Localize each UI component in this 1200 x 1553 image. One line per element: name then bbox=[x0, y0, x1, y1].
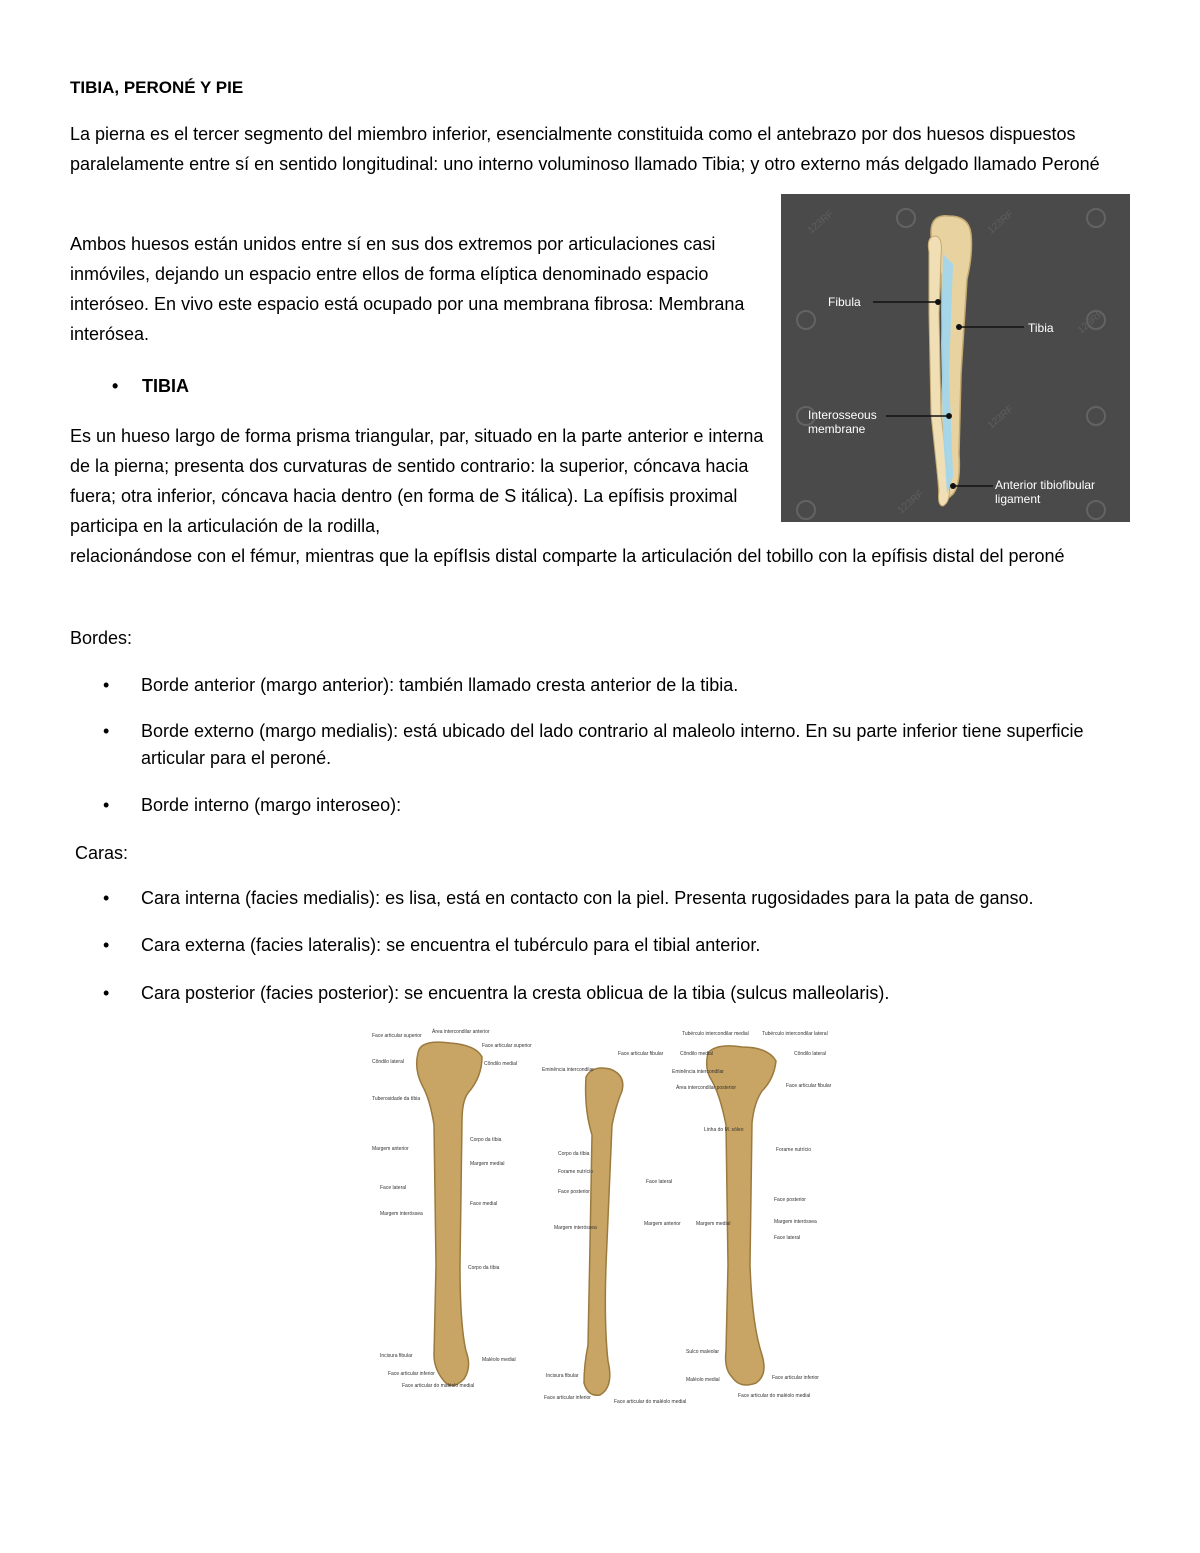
view1-label: Face lateral bbox=[380, 1185, 407, 1191]
view2-label: Face articular do maléolo medial bbox=[614, 1399, 687, 1405]
label-tibia: Tibia bbox=[1028, 321, 1054, 335]
caras-item-text: Cara externa (facies lateralis): se encuentra el tubérculo para el tibial anterior. bbox=[141, 935, 761, 955]
tibia-heading: TIBIA bbox=[142, 376, 189, 396]
view2-label: Eminência intercondilar bbox=[542, 1067, 594, 1073]
view1-label: Margem anterior bbox=[372, 1146, 409, 1152]
view3-label: Face posterior bbox=[774, 1197, 806, 1203]
view2-label: Incisura fibular bbox=[546, 1373, 579, 1379]
bullet: • bbox=[103, 983, 110, 1003]
view2-label: Face articular inferior bbox=[544, 1395, 591, 1401]
view3-label: Face articular do maléolo medial bbox=[738, 1393, 811, 1399]
watermark-text: 123RF bbox=[895, 488, 926, 517]
tibia-three-views-illustration bbox=[370, 1025, 832, 1410]
view3-label: Côndilo lateral bbox=[794, 1051, 826, 1057]
caras-item-text: Cara posterior (facies posterior): se encuentra la cresta oblicua de la tibia (sulcus malleolaris). bbox=[141, 983, 890, 1003]
view3-label: Sulco maleolar bbox=[686, 1349, 720, 1355]
view1-label: Incisura fibular bbox=[380, 1353, 413, 1359]
view1-label: Corpo da tíbia bbox=[470, 1137, 502, 1143]
label-ligament-line2: ligament bbox=[995, 492, 1041, 506]
view1-label: Margem medial bbox=[470, 1161, 505, 1167]
document-title: TIBIA, PERONÉ Y PIE bbox=[70, 78, 244, 97]
view2-label: Margem anterior bbox=[644, 1221, 681, 1227]
view2-label: Face posterior bbox=[558, 1189, 590, 1195]
view3-label: Linha do M. sóleo bbox=[704, 1127, 744, 1133]
watermark-text: 123RF bbox=[985, 403, 1016, 432]
view3-label: Face articular inferior bbox=[772, 1375, 819, 1381]
view1-label: Face articular inferior bbox=[388, 1371, 435, 1377]
view1-label: Margem interóssea bbox=[380, 1211, 423, 1217]
view1-label: Face articular do maléolo medial bbox=[402, 1383, 475, 1389]
view2-label: Margem interóssea bbox=[554, 1225, 597, 1231]
bullet: • bbox=[103, 675, 110, 695]
tibia-paragraph-part1: Es un hueso largo de forma prisma triangular, par, situado en la parte anterior e interna de la pierna; presenta dos curvaturas de sentido contrario: la superior, cóncava hacia fuera; otra inferior, cóncava hacia dentro (en forma de S itálica). La epífisis proximal participa en la articulación de la rodilla, bbox=[70, 426, 764, 536]
union-paragraph: Ambos huesos están unidos entre sí en sus dos extremos por articulaciones casi inmóviles, dejando un espacio entre ellos de forma elíptica denominado espacio interóseo. En vivo este espacio está ocupado por una membrana fibrosa: Membrana interósea. bbox=[70, 234, 745, 344]
watermark-text: 123RF bbox=[1075, 308, 1106, 337]
watermark-text: 123RF bbox=[805, 208, 836, 237]
view2-label: Face articular fibular bbox=[618, 1051, 664, 1057]
view3-label: Forame nutrício bbox=[776, 1147, 812, 1153]
bordes-item-text: Borde interno (margo interoseo): bbox=[141, 795, 402, 815]
view3-label: Face lateral bbox=[774, 1235, 801, 1241]
view3-label: Maléolo medial bbox=[686, 1377, 720, 1383]
view1-label: Face articular superior bbox=[482, 1043, 532, 1049]
view1-label: Face medial bbox=[470, 1201, 498, 1207]
watermark-text: 123RF bbox=[985, 208, 1016, 237]
view3-label: Face articular fibular bbox=[786, 1083, 832, 1089]
label-interosseous-line2: membrane bbox=[808, 422, 866, 436]
view2-label: Forame nutrício bbox=[558, 1169, 594, 1175]
caras-heading: Caras: bbox=[75, 843, 129, 863]
view3-label: Eminência intercondilar bbox=[672, 1069, 724, 1075]
view1-label: Côndilo medial bbox=[484, 1061, 518, 1067]
label-ligament-line1: Anterior tibiofibular bbox=[995, 478, 1096, 492]
tibia-views-svg bbox=[370, 1025, 832, 1410]
view1-label: Área intercondilar anterior bbox=[432, 1029, 490, 1035]
bordes-item-text: Borde externo (margo medialis): está ubicado del lado contrario al maleolo interno. En su parte inferior tiene superficie articular para el peroné. bbox=[141, 721, 1084, 768]
view2-label: Face lateral bbox=[646, 1179, 673, 1185]
bullet: • bbox=[103, 795, 110, 815]
view3-label: Tubérculo intercondilar medial bbox=[682, 1031, 749, 1037]
bullet: • bbox=[112, 376, 119, 396]
bordes-item-text: Borde anterior (margo anterior): también llamado cresta anterior de la tibia. bbox=[141, 675, 739, 695]
view3-label: Área intercondilar posterior bbox=[676, 1085, 737, 1091]
view1-label: Corpo da tíbia bbox=[468, 1265, 500, 1271]
tibia-fibula-svg bbox=[781, 194, 1130, 522]
view3-label: Tubérculo intercondilar lateral bbox=[762, 1031, 828, 1037]
tibia-paragraph-part2: relacionándose con el fémur, mientras que la epífIsis distal comparte la articulación del tobillo con la epífisis distal del peroné bbox=[70, 546, 1065, 566]
view1-label: Face articular superior bbox=[372, 1033, 422, 1039]
view1-label: Côndilo lateral bbox=[372, 1059, 404, 1065]
caras-item-text: Cara interna (facies medialis): es lisa, está en contacto con la piel. Presenta rugosidades para la pata de ganso. bbox=[141, 888, 1034, 908]
view2-label: Corpo da tíbia bbox=[558, 1151, 590, 1157]
label-interosseous-line1: Interosseous bbox=[808, 408, 877, 422]
intro-paragraph: La pierna es el tercer segmento del miembro inferior, esencialmente constituida como el antebrazo por dos huesos dispuestos paralelamente entre sí en sentido longitudinal: uno interno voluminoso llamado Tibia; y otro externo más delgado llamado Peroné bbox=[70, 124, 1100, 174]
bullet: • bbox=[103, 888, 110, 908]
bordes-heading: Bordes: bbox=[70, 628, 133, 648]
bullet: • bbox=[103, 935, 110, 955]
tibia-fibula-illustration bbox=[781, 194, 1130, 522]
view3-label: Côndilo medial bbox=[680, 1051, 714, 1057]
view3-label: Margem medial bbox=[696, 1221, 731, 1227]
view3-label: Margem interóssea bbox=[774, 1219, 817, 1225]
label-fibula: Fibula bbox=[828, 295, 861, 309]
view1-label: Tuberosidade da tíbia bbox=[372, 1096, 421, 1102]
view1-label: Maléolo medial bbox=[482, 1357, 516, 1363]
bullet: • bbox=[103, 721, 110, 741]
